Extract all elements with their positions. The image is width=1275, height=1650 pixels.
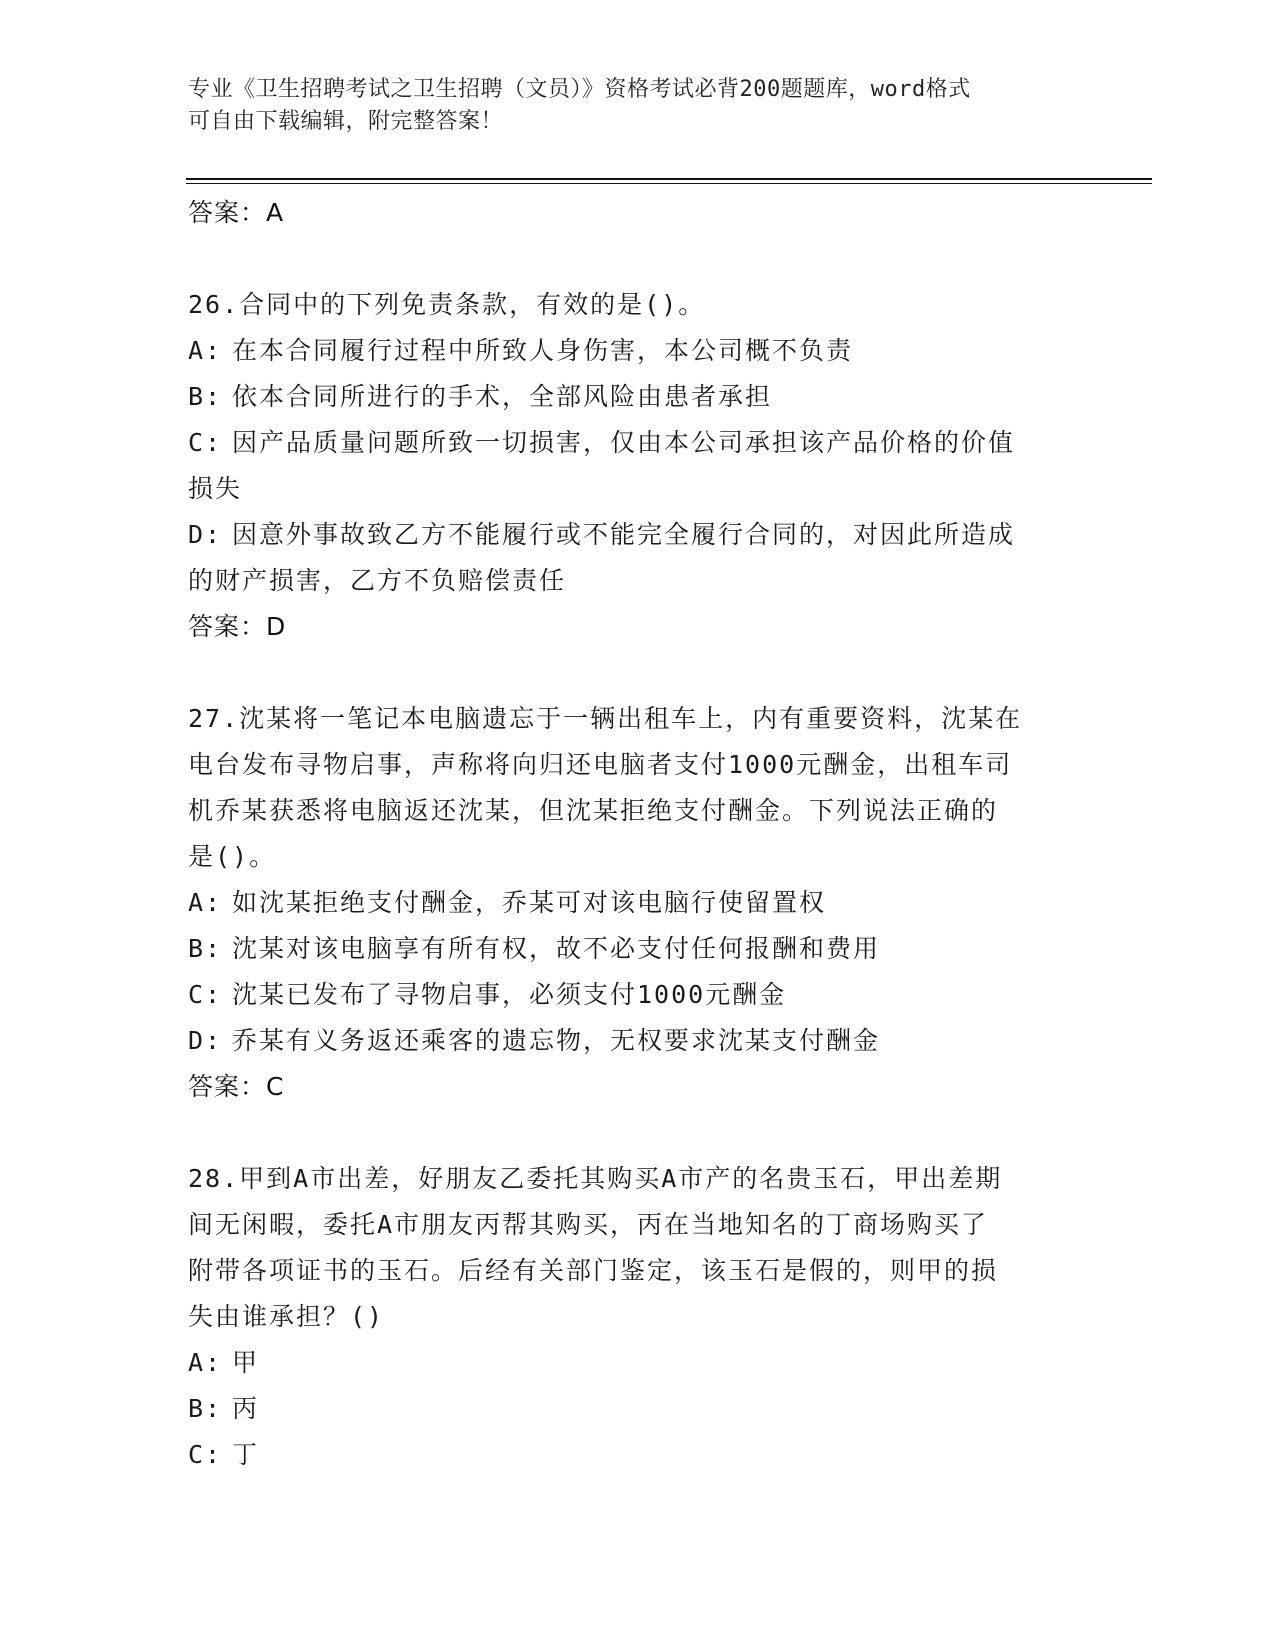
option-label: C:	[188, 980, 223, 1009]
question-stem-line: 间无闲暇，委托A市朋友丙帮其购买，丙在当地知名的丁商场购买了	[188, 1210, 989, 1239]
spacer	[188, 1110, 1088, 1156]
option-b	[188, 926, 1088, 972]
question-block	[188, 696, 1088, 1110]
option-text: 乔某有义务返还乘客的遗忘物，无权要求沈某支付酬金	[232, 1026, 881, 1055]
option-c	[188, 420, 1088, 466]
option-c	[188, 972, 1088, 1018]
question-stem-line: 电台发布寻物启事，声称将向归还电脑者支付1000元酬金，出租车司	[188, 750, 1013, 779]
option-label: B:	[188, 934, 223, 963]
option-a	[188, 328, 1088, 374]
header-line-2: 可自由下载编辑，附完整答案！	[188, 109, 504, 134]
option-d	[188, 1018, 1088, 1064]
option-label: B:	[188, 382, 223, 411]
option-c-continued: 损失	[188, 474, 243, 503]
option-text: 因产品质量问题所致一切损害，仅由本公司承担该产品价格的价值	[232, 428, 1016, 457]
header-rule-thick	[186, 178, 1152, 180]
page-header	[188, 74, 1068, 138]
option-text: 丙	[232, 1394, 260, 1423]
question-stem-line: 26.合同中的下列免责条款，有效的是()。	[188, 290, 706, 319]
question-stem-line: 27.沈某将一笔记本电脑遗忘于一辆出租车上，内有重要资料，沈某在	[188, 704, 1023, 733]
header-rule-thin	[186, 183, 1152, 184]
answer-label: 答案：D	[188, 612, 287, 641]
option-d-continued: 的财产损害，乙方不负赔偿责任	[188, 566, 567, 595]
option-b	[188, 1386, 1088, 1432]
option-a	[188, 1340, 1088, 1386]
option-label: D:	[188, 1026, 223, 1055]
option-text: 依本合同所进行的手术，全部风险由患者承担	[232, 382, 773, 411]
previous-answer: 答案：A	[188, 198, 285, 227]
header-line-1: 专业《卫生招聘考试之卫生招聘（文员）》资格考试必背200题题库，word格式	[188, 77, 971, 102]
option-label: A:	[188, 888, 223, 917]
option-a	[188, 880, 1088, 926]
question-stem-line: 机乔某获悉将电脑返还沈某，但沈某拒绝支付酬金。下列说法正确的	[188, 796, 999, 825]
option-text: 因意外事故致乙方不能履行或不能完全履行合同的，对因此所造成	[232, 520, 1016, 549]
option-text: 丁	[232, 1440, 260, 1469]
option-c	[188, 1432, 1088, 1478]
option-label: B:	[188, 1394, 223, 1423]
option-label: A:	[188, 1348, 223, 1377]
question-block	[188, 282, 1088, 650]
option-label: C:	[188, 1440, 223, 1469]
option-b	[188, 374, 1088, 420]
option-label: D:	[188, 520, 223, 549]
question-content	[188, 190, 1088, 1478]
answer-label: 答案：C	[188, 1072, 285, 1101]
question-stem-line: 附带各项证书的玉石。后经有关部门鉴定，该玉石是假的，则甲的损	[188, 1256, 999, 1285]
spacer	[188, 236, 1088, 282]
question-stem-line: 失由谁承担？()	[188, 1302, 385, 1331]
spacer	[188, 650, 1088, 696]
question-stem-line: 28.甲到A市出差，好朋友乙委托其购买A市产的名贵玉石，甲出差期	[188, 1164, 1003, 1193]
option-label: C:	[188, 428, 223, 457]
option-text: 如沈某拒绝支付酬金，乔某可对该电脑行使留置权	[232, 888, 827, 917]
question-stem-line: 是()。	[188, 842, 277, 871]
option-text: 沈某对该电脑享有所有权，故不必支付任何报酬和费用	[232, 934, 881, 963]
option-d	[188, 512, 1088, 558]
question-block	[188, 1156, 1088, 1478]
option-text: 甲	[232, 1348, 260, 1377]
option-label: A:	[188, 336, 223, 365]
option-text: 沈某已发布了寻物启事，必须支付1000元酬金	[232, 980, 787, 1009]
option-text: 在本合同履行过程中所致人身伤害，本公司概不负责	[232, 336, 854, 365]
